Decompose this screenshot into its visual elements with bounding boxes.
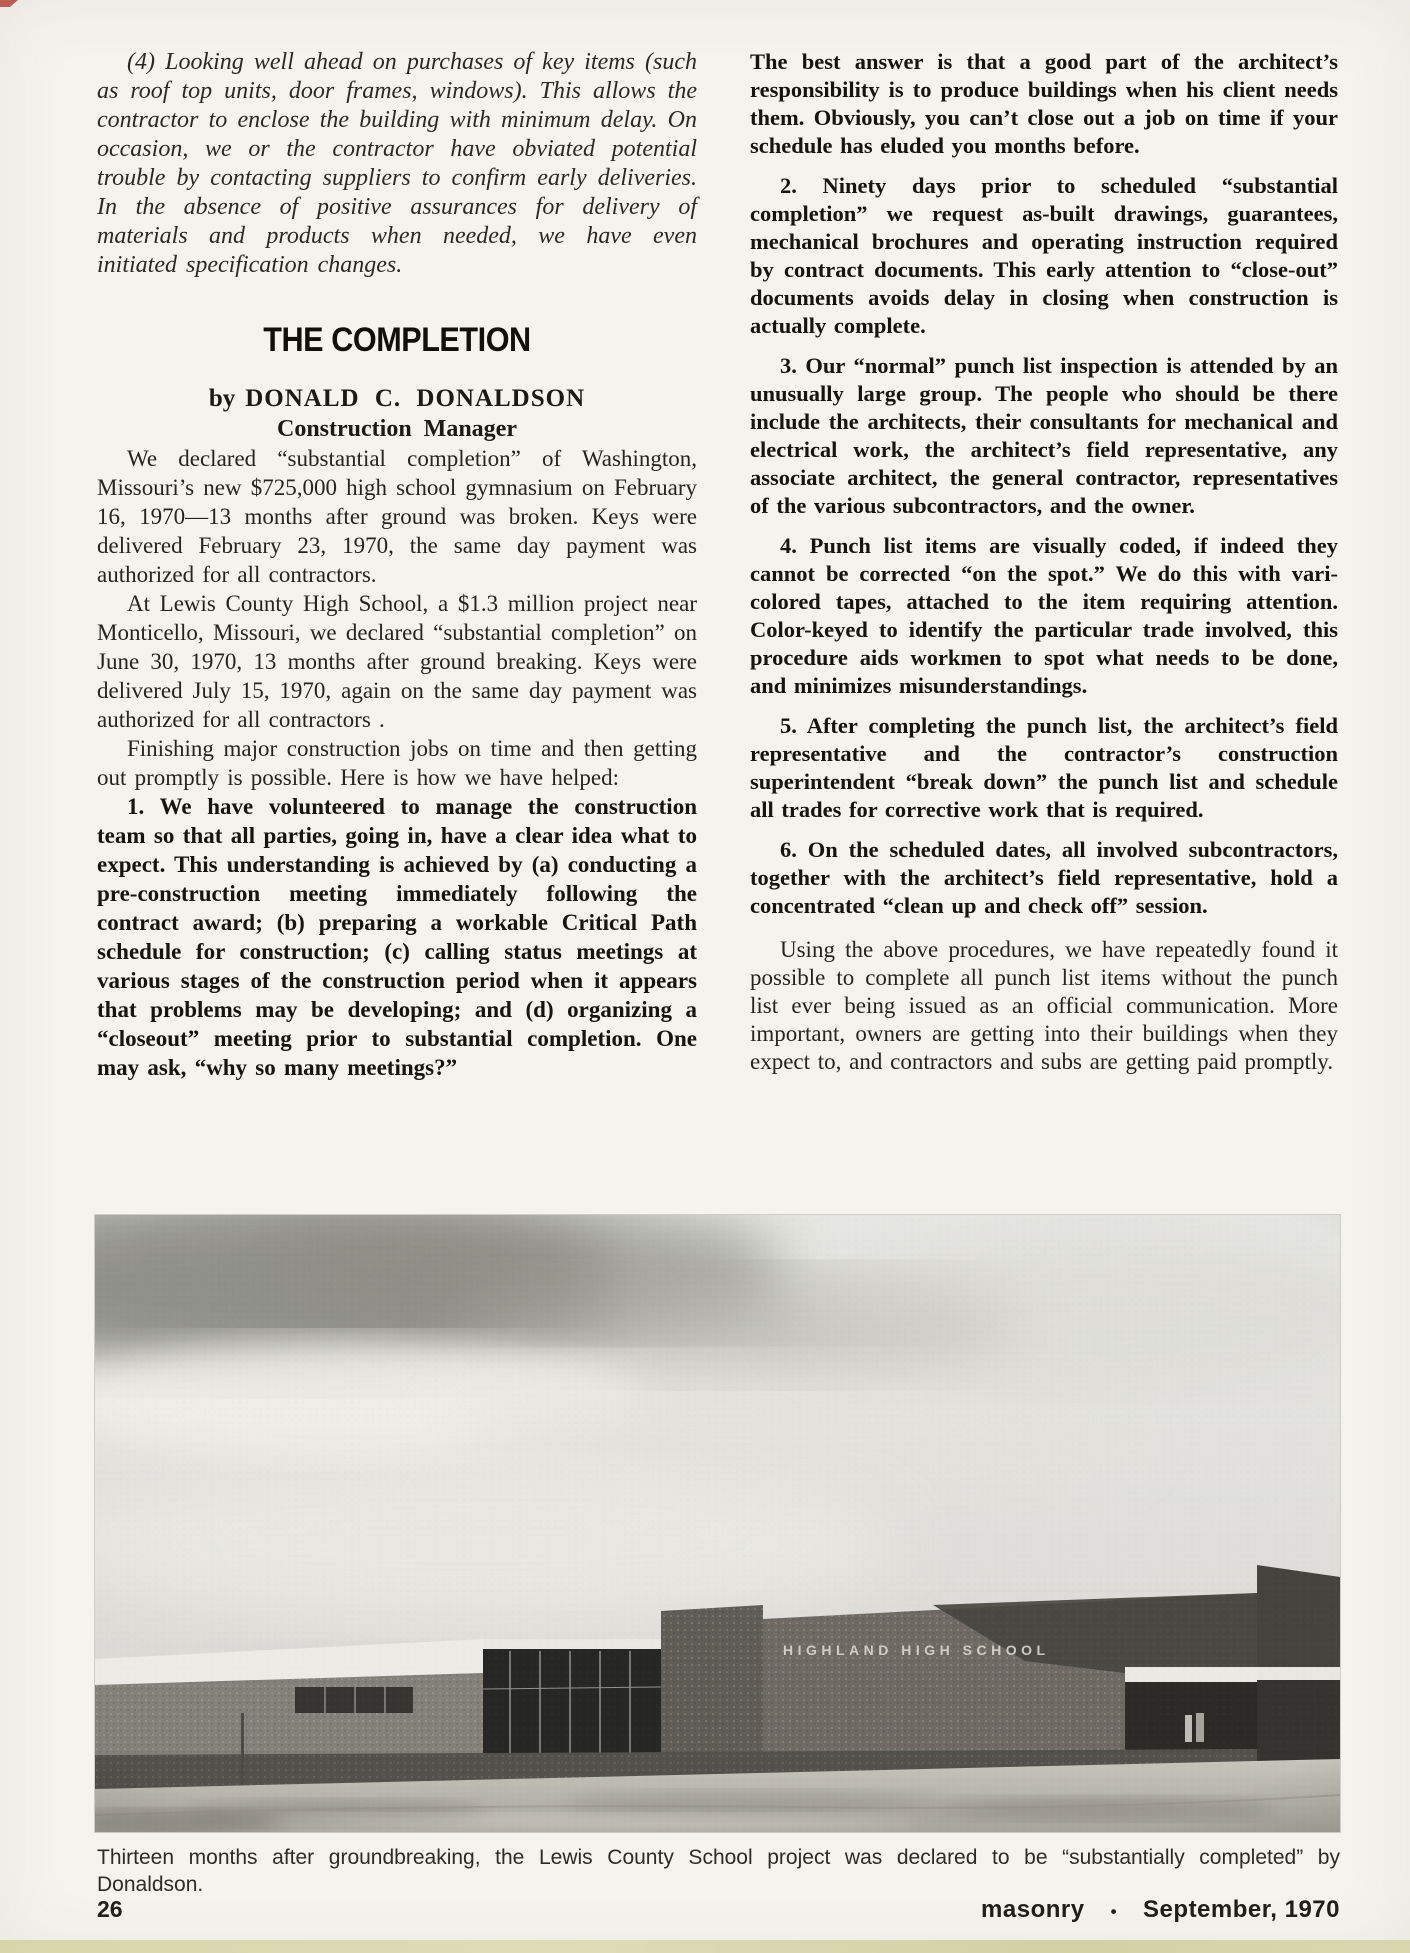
intro-paragraph: (4) Looking well ahead on purchases of key items (such as roof top units, door frames, windows). This allows the contractor to enclose the building with minimum delay. On occasion, we or the contractor have obviated potential trouble by contacting suppliers to confirm early deliveries. In the absence of positive assurances for delivery of materials and products when needed, we have even initiated specification changes. (97, 49, 697, 278)
page-number: 26 (97, 1896, 123, 1922)
bullet-separator: • (1110, 1902, 1118, 1921)
left-paragraph: At Lewis County High School, a $1.3 million project near Monticello, Missouri, we declared “substantial completion” on June 30, 1970, 13 months after ground breaking. Keys were delivered July 15, 1970, again on the same day payment was authorized for all contractors . (97, 591, 697, 732)
footer-magazine-name: masonry (981, 1896, 1085, 1923)
footer-magazine-line (981, 1896, 1340, 1924)
right-paragraph: The best answer is that a good part of the architect’s responsibility is to produce buildings when his client needs them. Obviously, you can’t close out a job on time if your schedule has eluded you months before. (750, 49, 1338, 158)
scan-edge-strip (0, 1940, 1410, 1953)
right-paragraph-numbered-3: 3. Our “normal” punch list inspection is attended by an unusually large group. The people who should be there include the architects, their consultants for mechanical and electrical work, the architect’s field representative, any associate architect, the general contractor, representatives of the various subcontractors, and the owner. (750, 353, 1338, 518)
school-photo-illustration (95, 1215, 1340, 1832)
left-column (97, 48, 697, 1082)
byline-by: by (208, 385, 236, 412)
byline (97, 384, 697, 414)
page-footer (97, 1896, 1340, 1924)
right-paragraph-numbered-2: 2. Ninety days prior to scheduled “substantial completion” we request as-built drawings, guarantees, mechanical brochures and operating instruction required by contract documents. This early attention to “close-out” documents avoids delay in closing when construction is actually complete. (750, 173, 1338, 338)
byline-author: DONALD C. DONALDSON (245, 385, 586, 412)
byline-role: Construction Manager (277, 416, 517, 442)
article-title: THE COMPLETION (263, 321, 531, 359)
construction-photo (95, 1215, 1340, 1832)
right-paragraph-numbered-6: 6. On the scheduled dates, all involved subcontractors, together with the architect’s field representative, hold a concentrated “clean up and check off” session. (750, 837, 1338, 918)
scan-corner-mark (0, 0, 18, 7)
left-paragraph-numbered-1: 1. We have volunteered to manage the construction team so that all parties, going in, have a clear idea what to expect. This understanding is achieved by (a) conducting a pre-construction meeting immediately following the contract award; (b) preparing a workable Critical Path schedule for construction; (c) calling status meetings at various stages of the construction period when it appears that problems may be developing; and (d) organizing a “closeout” meeting prior to substantial completion. One may ask, “why so many meetings?” (97, 794, 697, 1080)
left-paragraph: We declared “substantial completion” of Washington, Missouri’s new $725,000 high school gymnasium on February 16, 1970—13 months after ground was broken. Keys were delivered February 23, 1970, the same day payment was authorized for all contractors. (97, 446, 697, 587)
right-paragraph-numbered-5: 5. After completing the punch list, the architect’s field representative and the contractor’s construction superintendent “break down” the punch list and schedule all trades for corrective work that is required. (750, 713, 1338, 822)
photo-caption: Thirteen months after groundbreaking, the Lewis County School project was declared to be “substantially completed” by Donaldson. (97, 1846, 1340, 1896)
right-column (750, 48, 1338, 1076)
right-closing-paragraph: Using the above procedures, we have repeatedly found it possible to complete all punch list items without the punch list ever being issued as an official communication. More important, owners are getting into their buildings when they expect to, and contractors and subs are getting paid promptly. (750, 937, 1338, 1074)
right-paragraph-numbered-4: 4. Punch list items are visually coded, if indeed they cannot be corrected “on the spot.” We do this with vari-colored tapes, attached to the item requiring attention. Color-keyed to identify the particular trade involved, this procedure aids workmen to spot what needs to be done, and minimizes misunderstandings. (750, 533, 1338, 698)
left-paragraph: Finishing major construction jobs on time and then getting out promptly is possible. Here is how we have helped: (97, 736, 697, 790)
footer-issue-date: September, 1970 (1143, 1896, 1340, 1923)
photo-grain (95, 1215, 1340, 1832)
